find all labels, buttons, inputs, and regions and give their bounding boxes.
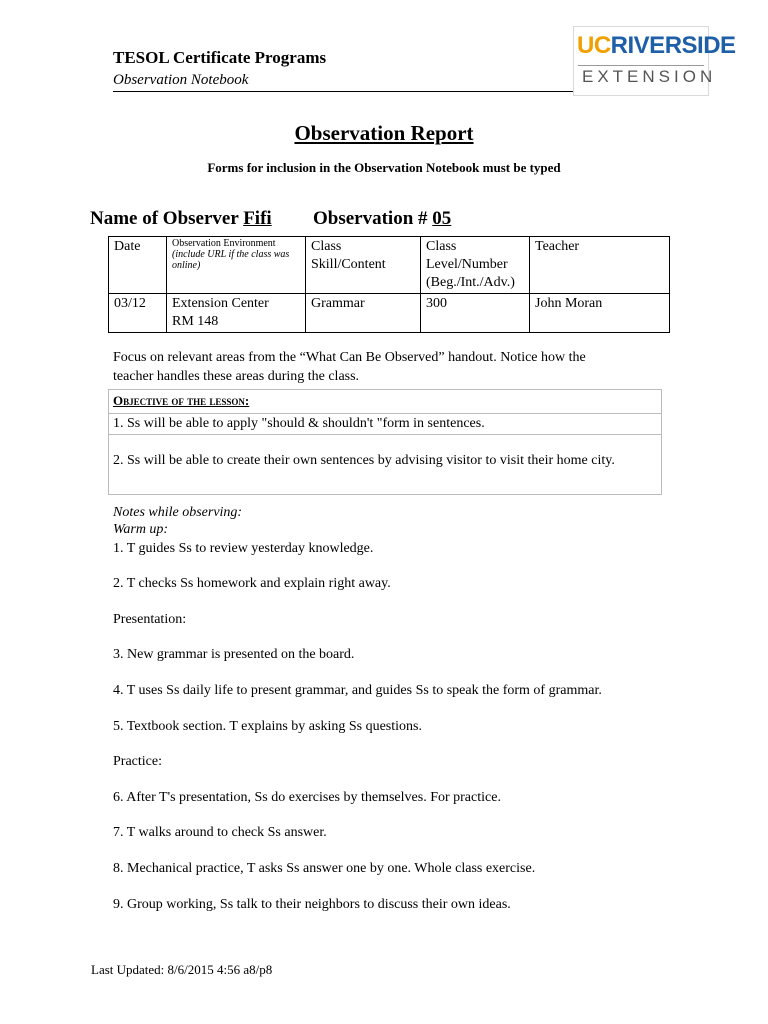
- table-header-row: [109, 237, 670, 294]
- table-row: [109, 294, 670, 333]
- cell-date: 03/12: [109, 294, 167, 333]
- last-updated-footer: Last Updated: 8/6/2015 4:56 a8/p8: [91, 962, 273, 977]
- observation-info-table: [108, 236, 670, 333]
- cell-teacher: John Moran: [530, 294, 670, 333]
- objective-heading: Objective of the lesson:: [113, 393, 250, 408]
- note-line: 7. T walks around to check Ss answer.: [113, 825, 327, 840]
- header-level: Class Level/Number (Beg./Int./Adv.): [421, 237, 530, 294]
- cell-level: 300: [421, 294, 530, 333]
- header-environment: Observation Environment (include URL if the class was online): [167, 237, 306, 294]
- notebook-subtitle: Observation Notebook: [113, 72, 249, 88]
- report-title: Observation Report: [294, 121, 474, 145]
- note-section-label: Practice:: [113, 754, 162, 769]
- cell-skill: Grammar: [306, 294, 421, 333]
- header-date: Date: [109, 237, 167, 294]
- note-section-label: Presentation:: [113, 612, 187, 627]
- note-line: 1. T guides Ss to review yesterday knowledge.: [113, 541, 374, 556]
- cell-environment: Extension Center RM 148: [167, 294, 306, 333]
- note-line: 3. New grammar is presented on the board.: [113, 647, 355, 662]
- observation-number-field: Observation # 05: [313, 208, 452, 229]
- program-title: TESOL Certificate Programs: [113, 48, 327, 67]
- note-line: 4. T uses Ss daily life to present grammar, and guides Ss to speak the form of grammar.: [113, 683, 602, 698]
- observer-name-field: Name of Observer Fifi: [90, 208, 272, 229]
- header-teacher: Teacher: [530, 237, 670, 294]
- note-line: 8. Mechanical practice, T asks Ss answer one by one. Whole class exercise.: [113, 861, 536, 876]
- note-line: 6. After T's presentation, Ss do exercises by themselves. For practice.: [113, 790, 501, 805]
- note-line: 9. Group working, Ss talk to their neighbors to discuss their own ideas.: [113, 897, 511, 912]
- report-subtitle: Forms for inclusion in the Observation Notebook must be typed: [207, 160, 561, 175]
- header-skill: Class Skill/Content: [306, 237, 421, 294]
- objective-divider: [108, 413, 662, 414]
- notes-heading: Notes while observing: Warm up:: [113, 505, 243, 537]
- focus-instructions: Focus on relevant areas from the “What Can Be Observed” handout. Notice how the teacher handles these areas during the class.: [113, 350, 586, 384]
- logo-divider: [578, 65, 704, 66]
- objective-divider-2: [108, 434, 662, 435]
- note-line: 2. T checks Ss homework and explain right away.: [113, 576, 391, 591]
- logo-wordmark: UCRIVERSIDE: [577, 32, 736, 59]
- ucr-extension-logo: [573, 26, 736, 96]
- objective-item-1: 1. Ss will be able to apply "should & shouldn't "form in sentences.: [113, 416, 485, 431]
- logo-extension-text: EXTENSION: [582, 67, 717, 86]
- note-line: 5. Textbook section. T explains by asking Ss questions.: [113, 719, 422, 734]
- objective-item-2: 2. Ss will be able to create their own sentences by advising visitor to visit their home city.: [113, 453, 615, 468]
